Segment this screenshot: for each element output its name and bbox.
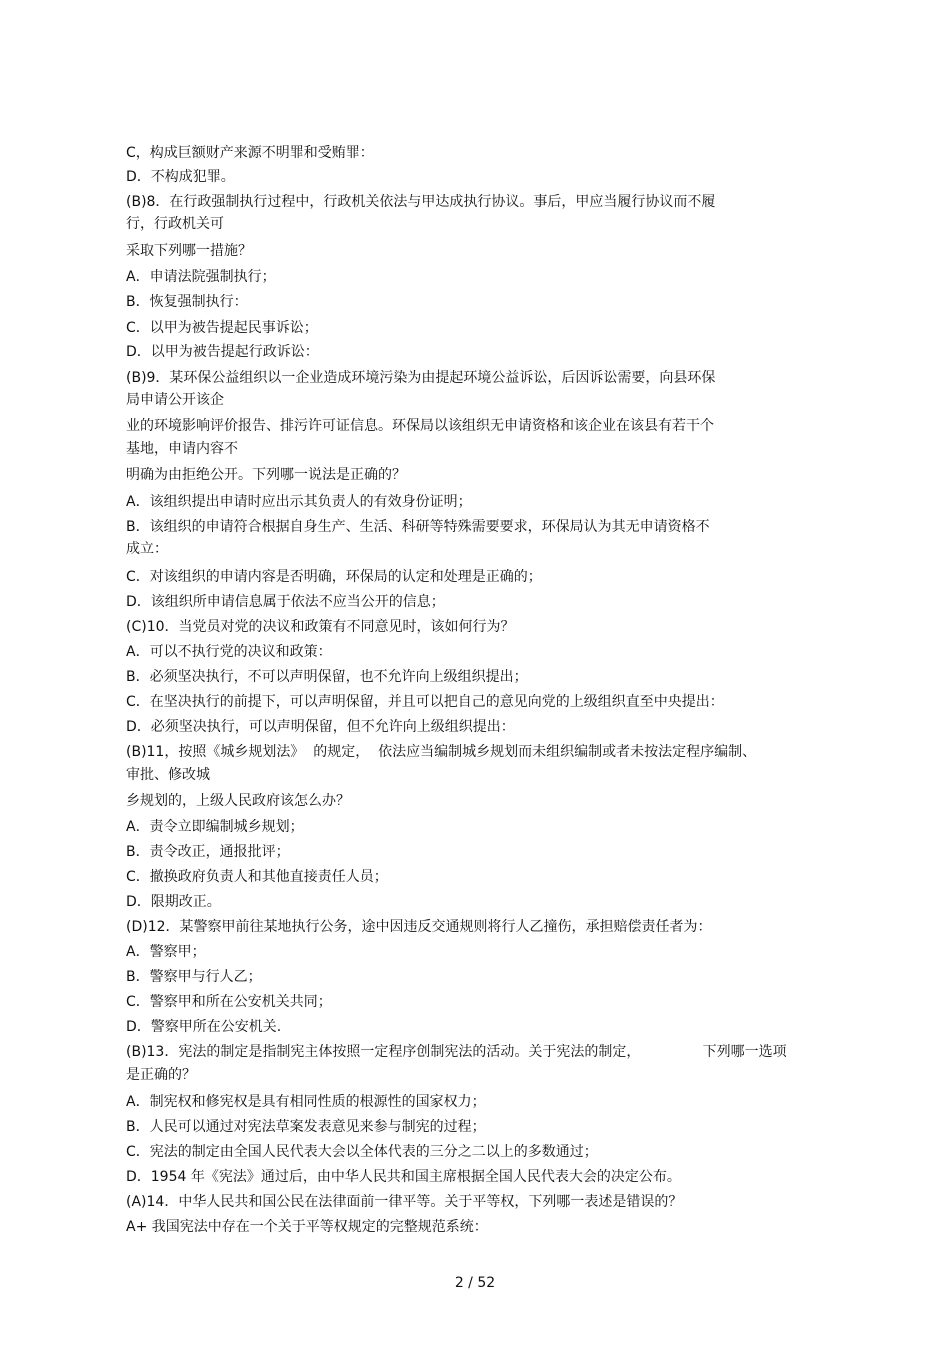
text-line: A．制宪权和修宪权是具有相同性质的根源性的国家权力； — [126, 1094, 486, 1110]
text-line: B．警察甲与行人乙； — [126, 969, 262, 985]
text-line: 行，行政机关可 — [126, 216, 224, 232]
text-line: (C)10．当党员对党的决议和政策有不同意见时，该如何行为？ — [126, 619, 515, 635]
text-line: A．责令立即编制城乡规划； — [126, 819, 304, 835]
text-line: C，构成巨额财产来源不明罪和受贿罪： — [126, 145, 374, 161]
text-line: 明确为由拒绝公开。下列哪一说法是正确的？ — [126, 467, 406, 483]
text-line: B．必须坚决执行，不可以声明保留，也不允许向上级组织提出； — [126, 669, 528, 685]
page-number: 2 / 52 — [454, 1275, 496, 1291]
text-line: A．可以不执行党的决议和政策： — [126, 644, 332, 660]
text-line: A．申请法院强制执行； — [126, 269, 276, 285]
text-line: 成立： — [126, 541, 168, 557]
text-line: (B)11，按照《城乡规划法》 的规定， 依法应当编制城乡规划而未组织编制或者未按法定程序编制、 — [126, 744, 757, 760]
text-line: C．对该组织的申请内容是否明确，环保局的认定和处理是正确的； — [126, 569, 542, 585]
text-line: A．警察甲； — [126, 944, 206, 960]
text-line: C．在坚决执行的前提下，可以声明保留，并且可以把自己的意见向党的上级组织直至中央提出： — [126, 694, 724, 710]
text-line: D．该组织所申请信息属于依法不应当公开的信息； — [126, 594, 445, 610]
text-line: (D)12．某警察甲前往某地执行公务，途中因违反交通规则将行人乙撞伤，承担赔偿责任者为： — [126, 919, 712, 935]
text-line: B．恢复强制执行： — [126, 294, 248, 310]
text-line: 业的环境影响评价报告、排污许可证信息。环保局以该组织无申请资格和该企业在该县有若干个 — [126, 418, 714, 434]
text-line: C．撤换政府负责人和其他直接责任人员； — [126, 869, 388, 885]
text-line: C．以甲为被告提起民事诉讼； — [126, 320, 318, 336]
text-line: (B)8．在行政强制执行过程中，行政机关依法与甲达成执行协议。事后，甲应当履行协议而不履 — [126, 194, 716, 210]
text-line: B．该组织的申请符合根据自身生产、生活、科研等特殊需要要求，环保局认为其无申请资格不 — [126, 519, 710, 535]
text-line: D．限期改正。 — [126, 894, 221, 910]
text-line: D．以甲为被告提起行政诉讼： — [126, 344, 319, 360]
text-line: C．宪法的制定由全国人民代表大会以全体代表的三分之二以上的多数通过； — [126, 1144, 598, 1160]
text-line: B．责令改正，通报批评； — [126, 844, 290, 860]
text-line: 是正确的？ — [126, 1067, 196, 1083]
text-line: (B)9．某环保公益组织以一企业造成环境污染为由提起环境公益诉讼，后因诉讼需要，向县环保 — [126, 370, 716, 386]
text-line: 乡规划的，上级人民政府该怎么办？ — [126, 793, 350, 809]
text-line: D．不构成犯罪。 — [126, 169, 235, 185]
text-line: (B)13．宪法的制定是指制宪主体按照一定程序创制宪法的活动。关于宪法的制定， 下列哪一选项 — [126, 1044, 787, 1060]
text-line: 局申请公开该企 — [126, 392, 224, 408]
text-line: A+ 我国宪法中存在一个关于平等权规定的完整规范系统： — [126, 1219, 488, 1235]
text-line: C．警察甲和所在公安机关共同； — [126, 994, 332, 1010]
text-line: A．该组织提出申请时应出示其负责人的有效身份证明； — [126, 494, 472, 510]
text-line: D．1954 年《宪法》通过后，由中华人民共和国主席根据全国人民代表大会的决定公布。 — [126, 1169, 681, 1185]
text-line: 采取下列哪一措施？ — [126, 243, 252, 259]
text-line: (A)14．中华人民共和国公民在法律面前一律平等。关于平等权，下列哪一表述是错误的？ — [126, 1194, 683, 1210]
text-line: D．必须坚决执行，可以声明保留，但不允许向上级组织提出： — [126, 719, 515, 735]
text-line: 审批、修改城 — [126, 767, 210, 783]
text-line: B．人民可以通过对宪法草案发表意见来参与制宪的过程； — [126, 1119, 486, 1135]
text-line: D．警察甲所在公安机关. — [126, 1019, 282, 1035]
text-line: 基地，申请内容不 — [126, 441, 238, 457]
